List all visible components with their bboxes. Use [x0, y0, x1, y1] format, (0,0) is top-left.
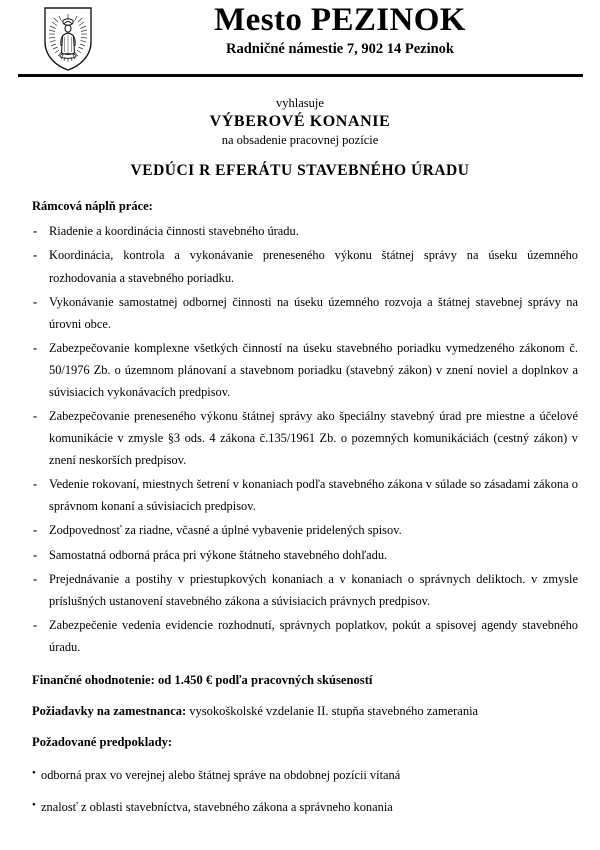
dash-bullet-icon: - — [33, 547, 38, 562]
list-item — [32, 220, 578, 242]
list-item — [32, 544, 578, 566]
list-item — [32, 291, 578, 335]
list-item — [32, 473, 578, 517]
dash-bullet-icon: - — [33, 409, 38, 424]
letterhead — [0, 0, 600, 78]
list-item-text: Zabezpečovanie preneseného výkonu štátnej správy ako špeciálny stavebný úrad pre miestne a účelové komunikácie v zmysle §3 ods. 4 zákona č.135/1961 Zb. o pozemných komunikáciách (cestný zákon) v znení neskorších predpisov. — [49, 409, 578, 468]
list-item — [32, 337, 578, 403]
dash-bullet-icon: - — [33, 294, 38, 309]
list-item-text: Zodpovednosť za riadne, včasné a úplné vybavenie pridelených spisov. — [49, 523, 402, 538]
list-item-text: Vedenie rokovaní, miestnych šetrení v konaniach podľa stavebného zákona v súlade so zásadami zákona o správnom konaní a súvisiacich predpisov. — [49, 477, 578, 514]
letterhead-text — [96, 2, 584, 58]
duties-heading: Rámcová náplň práce: — [32, 199, 153, 214]
list-item — [32, 614, 578, 658]
announce-procedure: VÝBEROVÉ KONANIE — [209, 112, 391, 130]
list-item — [32, 799, 578, 816]
list-item-text: Riadenie a koordinácia činnosti stavebného úradu. — [49, 224, 299, 239]
salary-line: Finančné ohodnotenie: od 1.450 € podľa pracovných skúseností — [32, 672, 373, 687]
list-item-text: Samostatná odborná práca pri výkone štátneho stavebného dohľadu. — [49, 547, 388, 562]
dash-bullet-icon: - — [33, 523, 38, 538]
list-item — [32, 767, 578, 784]
page-title: VEDÚCI R EFERÁTU STAVEBNÉHO ÚRADU — [130, 162, 470, 180]
pezinok-coat-of-arms-icon — [42, 6, 94, 72]
list-item-text: Koordinácia, kontrola a vykonávanie preneseného výkonu štátnej správy na úseku územného rozhodovania a stavebného poriadku. — [49, 248, 578, 285]
employee-requirements-value: vysokoškolské vzdelanie II. stupňa stavebného zamerania — [186, 703, 479, 718]
employee-requirements-label: Požiadavky na zamestnanca: — [32, 703, 187, 718]
list-item — [32, 519, 578, 541]
dash-bullet-icon: - — [33, 248, 38, 263]
employee-requirements-line — [32, 703, 578, 721]
dot-bullet-icon: • — [32, 799, 36, 811]
list-item-text: znalosť z oblasti stavebníctva, stavebného zákona a správneho konania — [41, 800, 393, 814]
list-item — [32, 568, 578, 612]
dash-bullet-icon: - — [33, 571, 38, 586]
list-item-text: Zabezpečenie vedenia evidencie rozhodnutí, správnych poplatkov, pokút a spisovej agendy stavebného úradu. — [49, 617, 578, 654]
list-item-text: odborná prax vo verejnej alebo štátnej správe na obdobnej pozícii vítaná — [41, 767, 401, 782]
list-item — [32, 405, 578, 471]
dash-bullet-icon: - — [33, 617, 38, 632]
list-item-text: Vykonávanie samostatnej odbornej činnosti na úseku územného rozvoja a štátnej stavebnej správy na úrovni obce. — [49, 294, 578, 331]
announcement-block — [0, 96, 600, 148]
list-item-text: Zabezpečovanie komplexne všetkých činností na úseku stavebného poriadku vymedzeného zákonom č. 50/1976 Zb. o územnom plánovaní a stavebnom poriadku (stavebný zákon) v znení noviel a doplnkov a súvisiacich vykonávacích predpisov. — [49, 340, 578, 399]
list-item — [32, 244, 578, 288]
prerequisites-list — [32, 767, 578, 817]
duties-list — [32, 220, 578, 657]
dash-bullet-icon: - — [33, 477, 38, 492]
dot-bullet-icon: • — [32, 766, 36, 779]
announce-verb: vyhlasuje — [276, 96, 324, 110]
city-title: Mesto PEZINOK — [214, 2, 466, 38]
document-body — [0, 198, 600, 816]
dash-bullet-icon: - — [33, 340, 38, 355]
city-address: Radničné námestie 7, 902 14 Pezinok — [226, 40, 454, 57]
dash-bullet-icon: - — [33, 224, 38, 239]
prerequisites-heading: Požadované predpoklady: — [32, 735, 173, 750]
list-item-text: Prejednávanie a postihy v priestupkových konaniach a v konaniach o správnych deliktoch. v zmysle príslušných ustanovení stavebného zákona a súvisiacich právnych predpisov. — [49, 571, 578, 608]
header-divider — [18, 74, 583, 77]
announce-subject: na obsadenie pracovnej pozície — [221, 132, 379, 147]
